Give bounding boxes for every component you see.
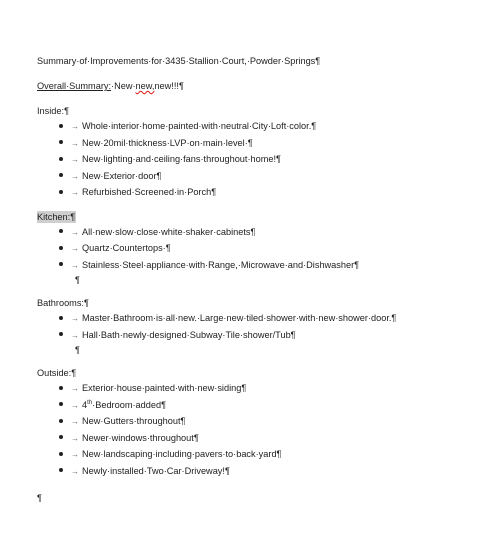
bullet-icon [59,173,63,177]
overall-summary-line [37,80,457,93]
list-item: → Exterior·house·painted·with·new·siding¶ [59,380,457,397]
tab-arrow-icon: → [71,466,79,476]
list-item: → Whole·interior·home·painted·with·neutral·City·Loft·color.¶ [59,118,457,135]
empty-paragraph-mark: ¶ [75,275,80,285]
bullet-icon [59,140,63,144]
bullet-icon [59,229,63,233]
bathrooms-list [37,310,457,343]
tab-arrow-icon: → [71,155,79,164]
list-item: → Quartz·Countertops·¶ [59,240,457,257]
bullet-icon [59,190,63,194]
bullet-icon [59,435,63,439]
outside-heading: Outside:¶ [37,368,77,378]
list-item: → New·landscaping·including·pavers·to·back·yard¶ [59,446,457,463]
kitchen-heading [37,211,457,224]
bullet-icon [59,402,63,406]
tab-arrow-icon: → [71,244,79,253]
outside-list [37,380,457,479]
overall-summary-label: Overall·Summary: [37,81,112,91]
overall-summary-text-post: new!!!¶ [154,81,184,91]
bullet-icon [59,157,63,161]
list-item: → All·new·slow·close·white·shaker·cabinets¶ [59,224,457,241]
document-title: Summary·of·Improvements·for·3435·Stallion·Court,·Powder·Springs¶ [37,56,321,66]
kitchen-list [37,224,457,274]
tab-arrow-icon: → [71,138,79,148]
list-item: → Master·Bathroom·is·all·new.·Large·new·tiled·shower·with·new·shower·door.¶ [59,310,457,327]
bullet-icon [59,262,63,266]
tab-arrow-icon: → [71,188,79,197]
ordinal-superscript: th [87,399,93,406]
final-paragraph-mark: ¶ [37,493,42,503]
bullet-icon [59,124,63,128]
tab-arrow-icon: → [71,433,79,443]
bullet-icon [59,332,63,336]
list-item: → Hall·Bath·newly·designed·Subway·Tile·shower/Tub¶ [59,327,457,344]
bathrooms-heading: Bathrooms:¶ [37,298,89,308]
list-item: → New·lighting·and·ceiling·fans·throughout·home!¶ [59,151,457,168]
empty-paragraph-mark: ¶ [75,345,80,355]
inside-heading: Inside:¶ [37,106,70,116]
tab-arrow-icon: → [71,450,79,459]
kitchen-heading-text: Kitchen:¶ [37,211,76,222]
bullet-icon [59,419,63,423]
list-item: → New·Exterior·door¶ [59,168,457,185]
list-item: → Newly·installed·Two·Car·Driveway!¶ [59,463,457,480]
spelling-error-word[interactable]: new, [135,81,155,91]
tab-arrow-icon: → [71,400,79,410]
tab-arrow-icon: → [71,330,79,340]
tab-arrow-icon: → [71,314,79,323]
tab-arrow-icon: → [71,417,79,426]
tab-arrow-icon: → [71,122,79,131]
overall-summary-text-pre: ·New· [111,81,136,91]
tab-arrow-icon: → [71,227,79,237]
tab-arrow-icon: → [71,384,79,393]
list-item: → Newer·windows·throughout¶ [59,430,457,447]
list-item: → New·20mil·thickness·LVP·on·main·level·¶ [59,135,457,152]
tab-arrow-icon: → [71,260,79,270]
list-item: → Stainless·Steel·appliance·with·Range,·Microwave·and·Dishwasher¶ [59,257,457,274]
list-item: → 4th·Bedroom·added¶ [59,397,457,414]
inside-list [37,118,457,201]
list-item: → Refurbished·Screened·in·Porch¶ [59,184,457,201]
bullet-icon [59,452,63,456]
bullet-icon [59,386,63,390]
bullet-icon [59,468,63,472]
document-page[interactable] [37,55,457,505]
list-item: → New·Gutters·throughout¶ [59,413,457,430]
tab-arrow-icon: → [71,171,79,181]
bullet-icon [59,316,63,320]
bullet-icon [59,246,63,250]
